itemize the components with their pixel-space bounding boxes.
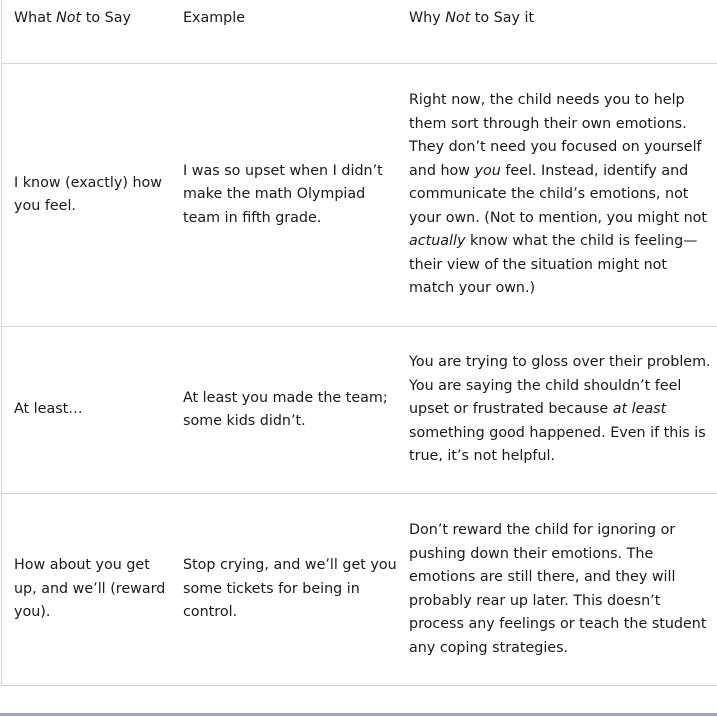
why-cell: You are trying to gloss over their problem. You are saying the child shouldn’t feel upset or frustrated because at least something good happened. Even if this is true, it’s not helpful. bbox=[409, 354, 711, 465]
bottom-divider bbox=[0, 713, 717, 716]
why-cell: Don’t reward the child for ignoring or pushing down their emotions. The emotions are still there, and they will probably rear up later. This doesn’t process any feelings or teach the student any coping strategies. bbox=[409, 522, 707, 656]
example-cell: At least you made the team; some kids didn’t. bbox=[183, 389, 388, 429]
table-row bbox=[2, 64, 717, 327]
header-why-not-to-say-it: Why Not to Say it bbox=[409, 10, 535, 26]
example-cell: I was so upset when I didn’t make the math Olympiad team in fifth grade. bbox=[183, 162, 383, 226]
header-what-not-to-say: What Not to Say bbox=[14, 10, 131, 26]
what-not-to-say-cell: I know (exactly) how you feel. bbox=[14, 174, 162, 214]
what-not-to-say-cell: How about you get up, and we’ll (reward you). bbox=[14, 557, 166, 621]
table-row bbox=[2, 494, 717, 686]
why-cell: Right now, the child needs you to help them sort through their own emotions. They don’t need you focused on yourself and how you feel. Instead, identify and communicate the child’s emotions, not your own. (Not to mention, you might not actually know what the child is feeling—their view of the situation might not match your own.) bbox=[409, 92, 708, 297]
what-not-to-say-cell: At least… bbox=[14, 401, 83, 418]
comparison-table bbox=[1, 0, 717, 686]
header-example: Example bbox=[183, 10, 246, 26]
example-cell: Stop crying, and we’ll get you some tickets for being in control. bbox=[183, 557, 397, 621]
table-row bbox=[2, 327, 717, 494]
table-header-row bbox=[2, 0, 717, 64]
